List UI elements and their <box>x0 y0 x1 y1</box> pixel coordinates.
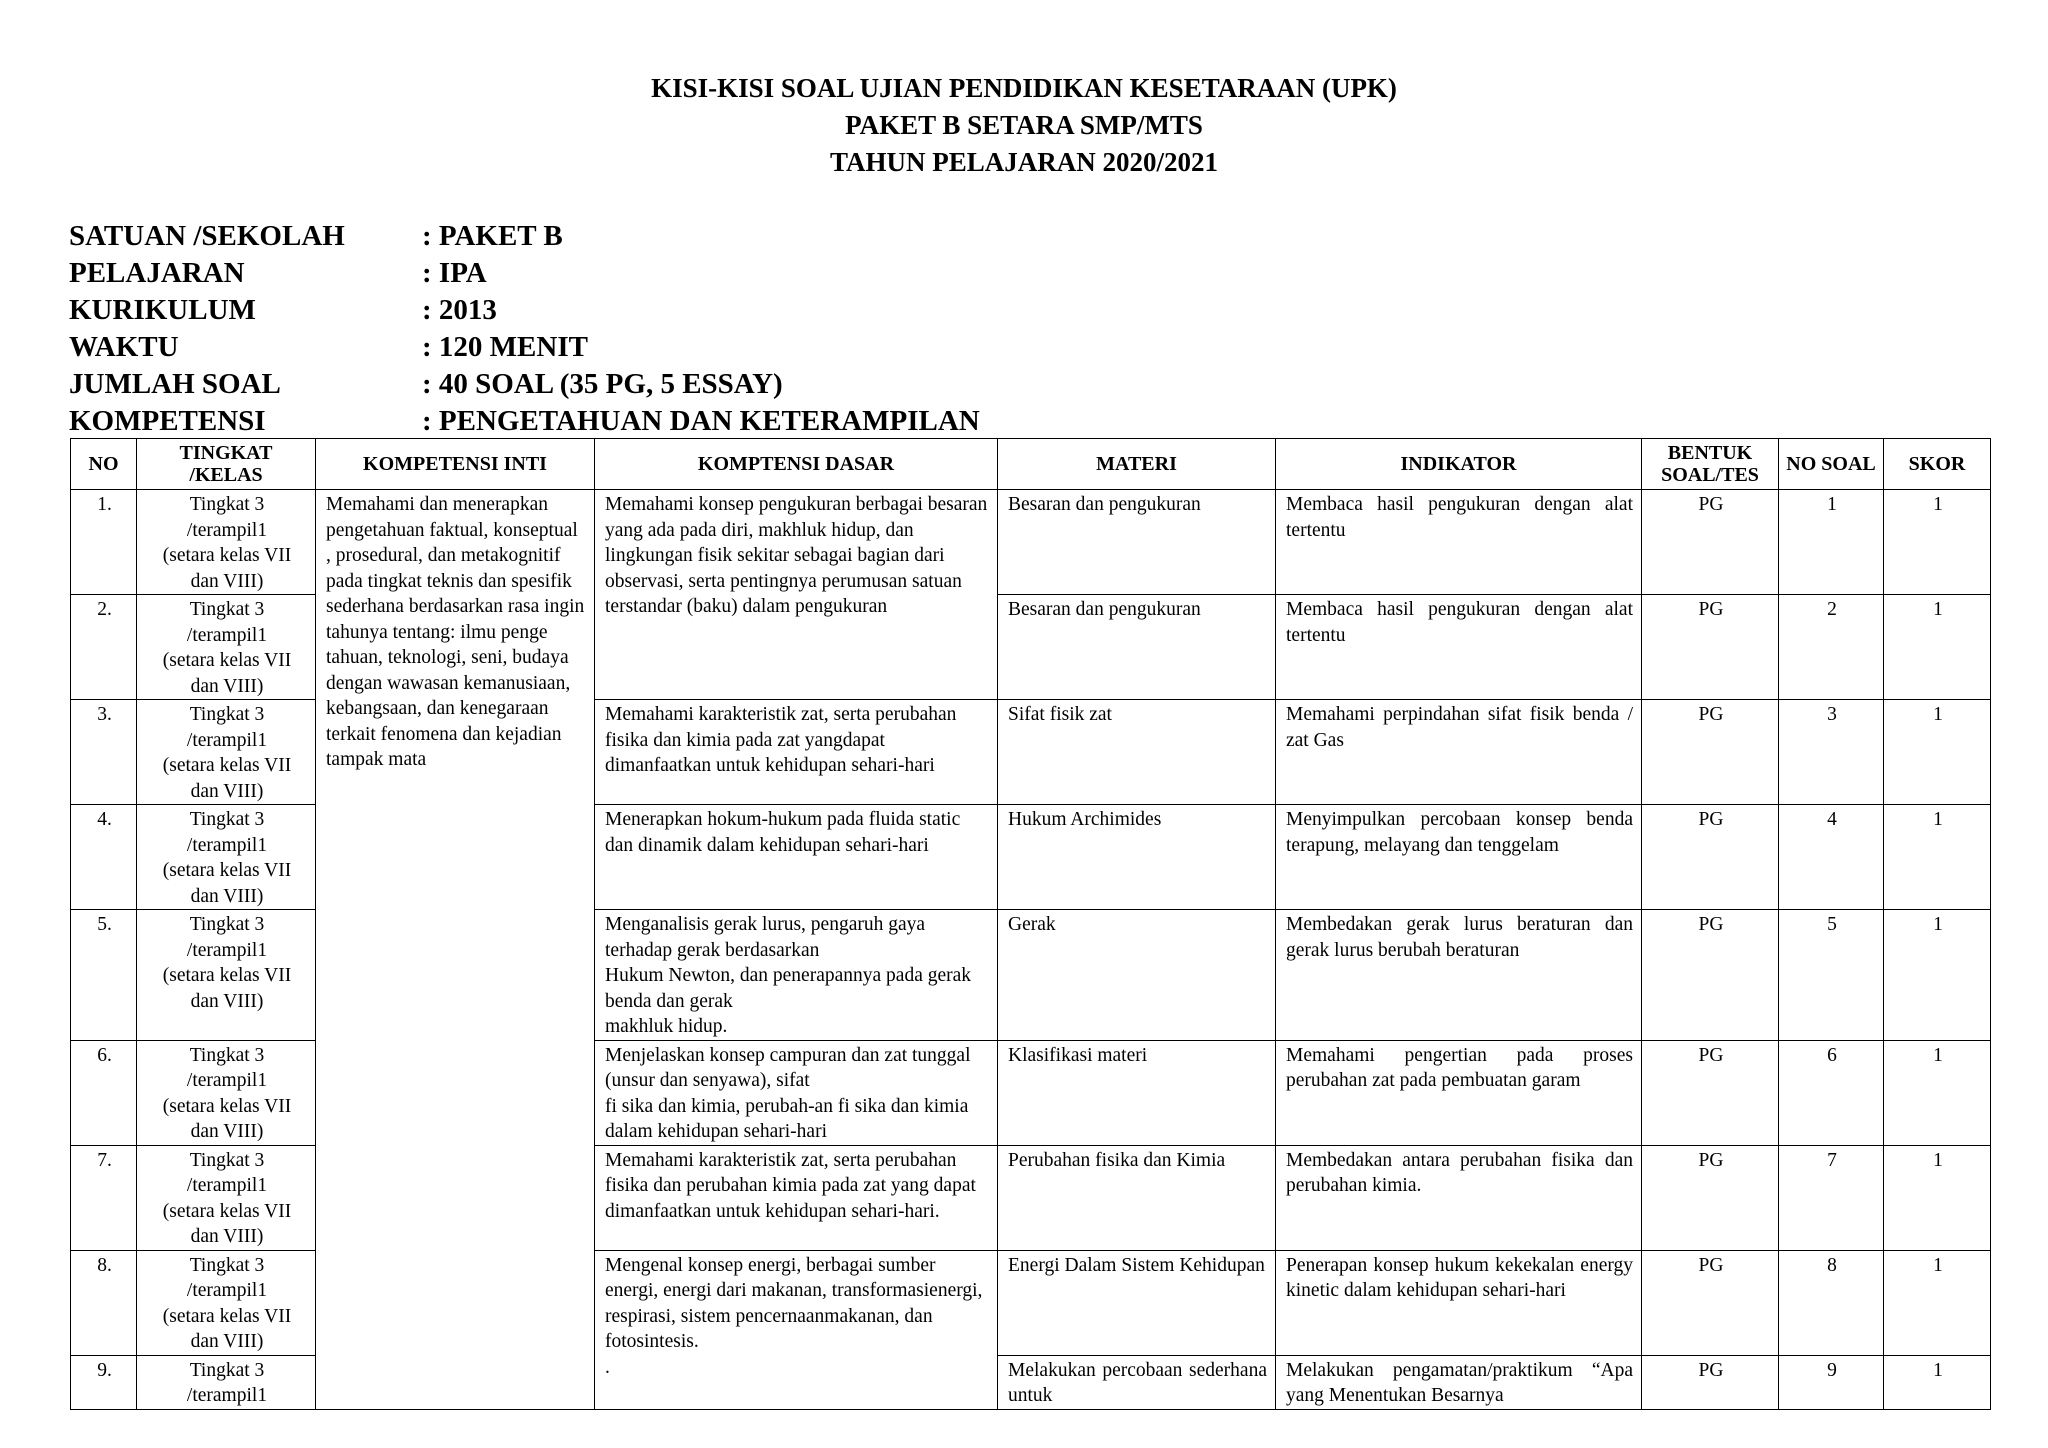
cell-skor: 1 <box>1884 1145 1991 1250</box>
cell-bentuk-soal: PG <box>1642 1040 1779 1145</box>
header-no-soal: NO SOAL <box>1779 439 1884 490</box>
cell-materi: Hukum Archimides <box>998 805 1276 910</box>
cell-no: 8. <box>71 1250 137 1355</box>
cell-tingkat: Tingkat 3 /terampil1 (setara kelas VII dan VIII) <box>137 1040 316 1145</box>
cell-tingkat: Tingkat 3 /terampil1 (setara kelas VII dan VIII) <box>137 700 316 805</box>
cell-tingkat: Tingkat 3 /terampil1 (setara kelas VII dan VIII) <box>137 595 316 700</box>
cell-bentuk-soal: PG <box>1642 910 1779 1041</box>
cell-indikator: Menyimpulkan percobaan konsep benda terapung, melayang dan tenggelam <box>1276 805 1642 910</box>
header-kompetensi-dasar: KOMPTENSI DASAR <box>595 439 998 490</box>
cell-indikator: Memahami perpindahan sifat fisik benda / zat Gas <box>1276 700 1642 805</box>
cell-kompetensi-dasar: Menganalisis gerak lurus, pengaruh gaya terhadap gerak berdasarkan Hukum Newton, dan penerapannya pada gerak benda dan gerak makhluk hidup. <box>595 910 998 1041</box>
info-row-kompetensi <box>69 403 980 440</box>
cell-materi: Energi Dalam Sistem Kehidupan <box>998 1250 1276 1355</box>
info-value: : 40 SOAL (35 PG, 5 ESSAY) <box>422 368 783 400</box>
cell-indikator: Melakukan pengamatan/praktikum “Apa yang Menentukan Besarnya <box>1276 1355 1642 1409</box>
cell-skor: 1 <box>1884 805 1991 910</box>
info-label: PELAJARAN <box>69 257 245 289</box>
cell-kompetensi-dasar: Memahami karakteristik zat, serta perubahan fisika dan kimia pada zat yangdapat dimanfaatkan untuk kehidupan sehari-hari <box>595 700 998 805</box>
kisi-kisi-table <box>70 438 1991 1410</box>
cell-kompetensi-dasar: Memahami konsep pengukuran berbagai besaran yang ada pada diri, makhluk hidup, dan lingkungan fisik sekitar sebagai bagian dari observasi, serta pentingnya perumusan satuan terstandar (baku) dalam pengukuran <box>595 490 998 700</box>
cell-kompetensi-inti: Memahami dan menerapkan pengetahuan faktual, konseptual , prosedural, dan metakognitif pada tingkat teknis dan spesifik sederhana berdasarkan rasa ingin tahunya tentang: ilmu penge tahuan, teknologi, seni, budaya dengan wawasan kemanusiaan, kebangsaan, dan kenegaraan terkait fenomena dan kejadian tampak mata <box>316 490 595 1410</box>
table-header-row <box>71 439 1991 490</box>
cell-no-soal: 6 <box>1779 1040 1884 1145</box>
info-row-waktu <box>69 329 980 366</box>
cell-no-soal: 9 <box>1779 1355 1884 1409</box>
cell-no-soal: 4 <box>1779 805 1884 910</box>
header-bentuk-soal: BENTUK SOAL/TES <box>1642 439 1779 490</box>
cell-materi: Gerak <box>998 910 1276 1041</box>
cell-materi: Klasifikasi materi <box>998 1040 1276 1145</box>
info-label: KOMPETENSI <box>69 405 266 437</box>
info-value: : PENGETAHUAN DAN KETERAMPILAN <box>422 405 980 437</box>
cell-tingkat: Tingkat 3 /terampil1 (setara kelas VII dan VIII) <box>137 490 316 595</box>
cell-no-soal: 8 <box>1779 1250 1884 1355</box>
header-kompetensi-inti: KOMPETENSI INTI <box>316 439 595 490</box>
exam-info-block <box>69 218 980 440</box>
cell-no-soal: 2 <box>1779 595 1884 700</box>
cell-no: 6. <box>71 1040 137 1145</box>
cell-indikator: Membaca hasil pengukuran dengan alat tertentu <box>1276 595 1642 700</box>
header-indikator: INDIKATOR <box>1276 439 1642 490</box>
cell-skor: 1 <box>1884 595 1991 700</box>
cell-bentuk-soal: PG <box>1642 700 1779 805</box>
cell-no-soal: 3 <box>1779 700 1884 805</box>
cell-no: 2. <box>71 595 137 700</box>
document-subtitle: PAKET B SETARA SMP/MTS <box>845 110 1203 140</box>
info-label: SATUAN /SEKOLAH <box>69 220 345 252</box>
header-materi: MATERI <box>998 439 1276 490</box>
cell-no-soal: 1 <box>1779 490 1884 595</box>
cell-skor: 1 <box>1884 490 1991 595</box>
cell-skor: 1 <box>1884 1355 1991 1409</box>
cell-skor: 1 <box>1884 910 1991 1041</box>
cell-materi: Melakukan percobaan sederhana untuk <box>998 1355 1276 1409</box>
academic-year: TAHUN PELAJARAN 2020/2021 <box>829 147 1218 177</box>
cell-bentuk-soal: PG <box>1642 1145 1779 1250</box>
cell-no: 7. <box>71 1145 137 1250</box>
info-value: : PAKET B <box>422 220 563 252</box>
info-value: : 120 MENIT <box>422 331 588 363</box>
cell-skor: 1 <box>1884 700 1991 805</box>
info-label: JUMLAH SOAL <box>69 368 281 400</box>
cell-bentuk-soal: PG <box>1642 1355 1779 1409</box>
info-row-pelajaran <box>69 255 980 292</box>
info-row-kurikulum <box>69 292 980 329</box>
info-label: KURIKULUM <box>69 294 256 326</box>
cell-no-soal: 7 <box>1779 1145 1884 1250</box>
info-value: : IPA <box>422 257 487 289</box>
cell-kompetensi-dasar: Memahami karakteristik zat, serta perubahan fisika dan perubahan kimia pada zat yang dapat dimanfaatkan untuk kehidupan sehari-hari. <box>595 1145 998 1250</box>
cell-materi: Perubahan fisika dan Kimia <box>998 1145 1276 1250</box>
cell-indikator: Penerapan konsep hukum kekekalan energy kinetic dalam kehidupan sehari-hari <box>1276 1250 1642 1355</box>
cell-bentuk-soal: PG <box>1642 490 1779 595</box>
header-tingkat-kelas: TINGKAT /KELAS <box>137 439 316 490</box>
cell-no: 1. <box>71 490 137 595</box>
cell-materi: Besaran dan pengukuran <box>998 595 1276 700</box>
cell-materi: Besaran dan pengukuran <box>998 490 1276 595</box>
info-value: : 2013 <box>422 294 497 326</box>
cell-materi: Sifat fisik zat <box>998 700 1276 805</box>
cell-indikator: Membaca hasil pengukuran dengan alat tertentu <box>1276 490 1642 595</box>
cell-skor: 1 <box>1884 1040 1991 1145</box>
cell-indikator: Membedakan gerak lurus beraturan dan gerak lurus berubah beraturan <box>1276 910 1642 1041</box>
cell-skor: 1 <box>1884 1250 1991 1355</box>
cell-no: 9. <box>71 1355 137 1409</box>
cell-no: 4. <box>71 805 137 910</box>
cell-kompetensi-dasar: Menerapkan hokum-hukum pada fluida static dan dinamik dalam kehidupan sehari-hari <box>595 805 998 910</box>
cell-bentuk-soal: PG <box>1642 1250 1779 1355</box>
cell-kompetensi-dasar: Mengenal konsep energi, berbagai sumber energi, energi dari makanan, transformasienergi, respirasi, sistem pencernaanmakanan, dan fotosintesis. . <box>595 1250 998 1409</box>
cell-no: 3. <box>71 700 137 805</box>
cell-indikator: Memahami pengertian pada proses perubahan zat pada pembuatan garam <box>1276 1040 1642 1145</box>
cell-tingkat: Tingkat 3 /terampil1 (setara kelas VII dan VIII) <box>137 1145 316 1250</box>
cell-kompetensi-dasar: Menjelaskan konsep campuran dan zat tunggal (unsur dan senyawa), sifat fi sika dan kimia, perubah-an fi sika dan kimia dalam kehidupan sehari-hari <box>595 1040 998 1145</box>
cell-no-soal: 5 <box>1779 910 1884 1041</box>
cell-bentuk-soal: PG <box>1642 805 1779 910</box>
cell-indikator: Membedakan antara perubahan fisika dan perubahan kimia. <box>1276 1145 1642 1250</box>
document-title-block <box>0 70 2048 181</box>
cell-tingkat: Tingkat 3 /terampil1 (setara kelas VII dan VIII) <box>137 805 316 910</box>
info-label: WAKTU <box>69 331 179 363</box>
document-title: KISI-KISI SOAL UJIAN PENDIDIKAN KESETARAAN (UPK) <box>651 73 1397 103</box>
cell-tingkat: Tingkat 3 /terampil1 <box>137 1355 316 1409</box>
table-row <box>71 490 1991 595</box>
cell-tingkat: Tingkat 3 /terampil1 (setara kelas VII dan VIII) <box>137 1250 316 1355</box>
header-no: NO <box>71 439 137 490</box>
header-skor: SKOR <box>1884 439 1991 490</box>
info-row-satuan <box>69 218 980 255</box>
info-row-jumlah-soal <box>69 366 980 403</box>
cell-bentuk-soal: PG <box>1642 595 1779 700</box>
cell-no: 5. <box>71 910 137 1041</box>
cell-tingkat: Tingkat 3 /terampil1 (setara kelas VII dan VIII) <box>137 910 316 1041</box>
